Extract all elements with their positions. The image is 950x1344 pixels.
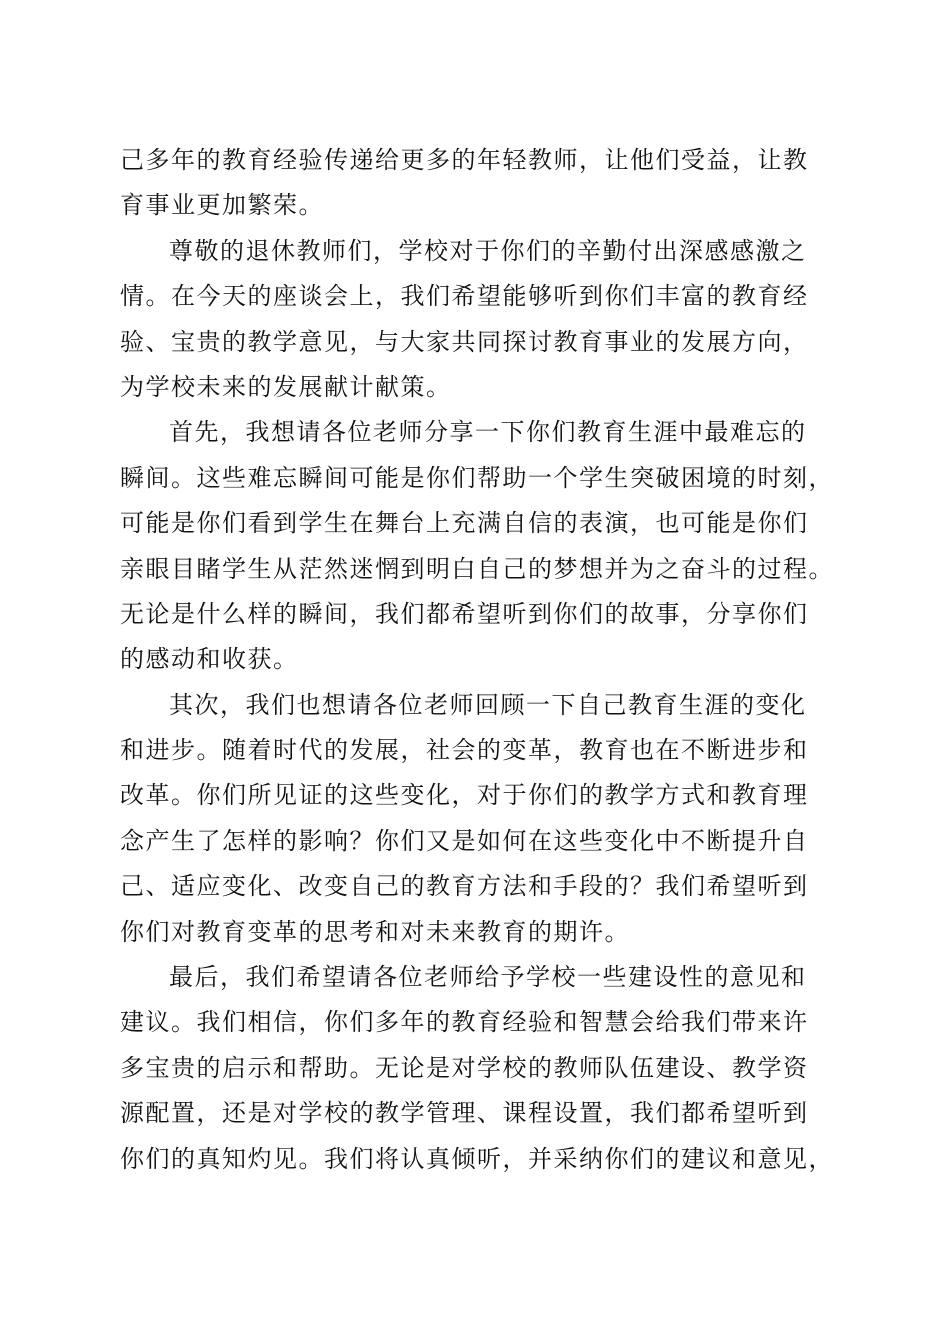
text-line: 多宝贵的启示和帮助。无论是对学校的教师队伍建设、教学资 <box>120 1053 809 1082</box>
text-line: 你们对教育变革的思考和对未来教育的期许。 <box>120 917 630 946</box>
text-line: 的感动和收获。 <box>120 645 299 674</box>
paragraph-first-line: 最后，我们希望请各位老师给予学校一些建设性的意见和 <box>169 963 807 992</box>
paragraph-first-line: 尊敬的退休教师们，学校对于你们的辛勤付出深感感激之 <box>169 236 807 265</box>
text-line: 己多年的教育经验传递给更多的年轻教师，让他们受益，让教 <box>120 146 809 174</box>
text-line: 建议。我们相信，你们多年的教育经验和智慧会给我们带来许 <box>120 1008 809 1037</box>
text-line: 验、宝贵的教学意见，与大家共同探讨教育事业的发展方向， <box>120 327 809 356</box>
text-line: 你们的真知灼见。我们将认真倾听，并采纳你们的建议和意见， <box>120 1144 834 1173</box>
text-line: 和进步。随着时代的发展，社会的变革，教育也在不断进步和 <box>120 736 809 765</box>
document-body <box>120 138 840 1182</box>
text-line: 育事业更加繁荣。 <box>120 191 324 220</box>
text-line: 改革。你们所见证的这些变化，对于你们的教学方式和教育理 <box>120 781 809 810</box>
text-line: 可能是你们看到学生在舞台上充满自信的表演，也可能是你们 <box>120 509 809 538</box>
text-line: 瞬间。这些难忘瞬间可能是你们帮助一个学生突破困境的时刻， <box>120 463 834 492</box>
text-line: 亲眼目睹学生从茫然迷惘到明白自己的梦想并为之奋斗的过程。 <box>120 554 834 583</box>
text-line: 己、适应变化、改变自己的教育方法和手段的？我们希望听到 <box>120 872 809 901</box>
text-line: 念产生了怎样的影响？你们又是如何在这些变化中不断提升自 <box>120 826 809 855</box>
text-line: 源配置，还是对学校的教学管理、课程设置，我们都希望听到 <box>120 1099 809 1128</box>
text-line: 情。在今天的座谈会上，我们希望能够听到你们丰富的教育经 <box>120 282 809 311</box>
text-line: 无论是什么样的瞬间，我们都希望听到你们的故事，分享你们 <box>120 599 809 628</box>
paragraph-first-line: 首先，我想请各位老师分享一下你们教育生涯中最难忘的 <box>169 418 807 447</box>
paragraph-first-line: 其次，我们也想请各位老师回顾一下自己教育生涯的变化 <box>169 690 807 719</box>
text-line: 为学校未来的发展献计献策。 <box>120 372 452 401</box>
